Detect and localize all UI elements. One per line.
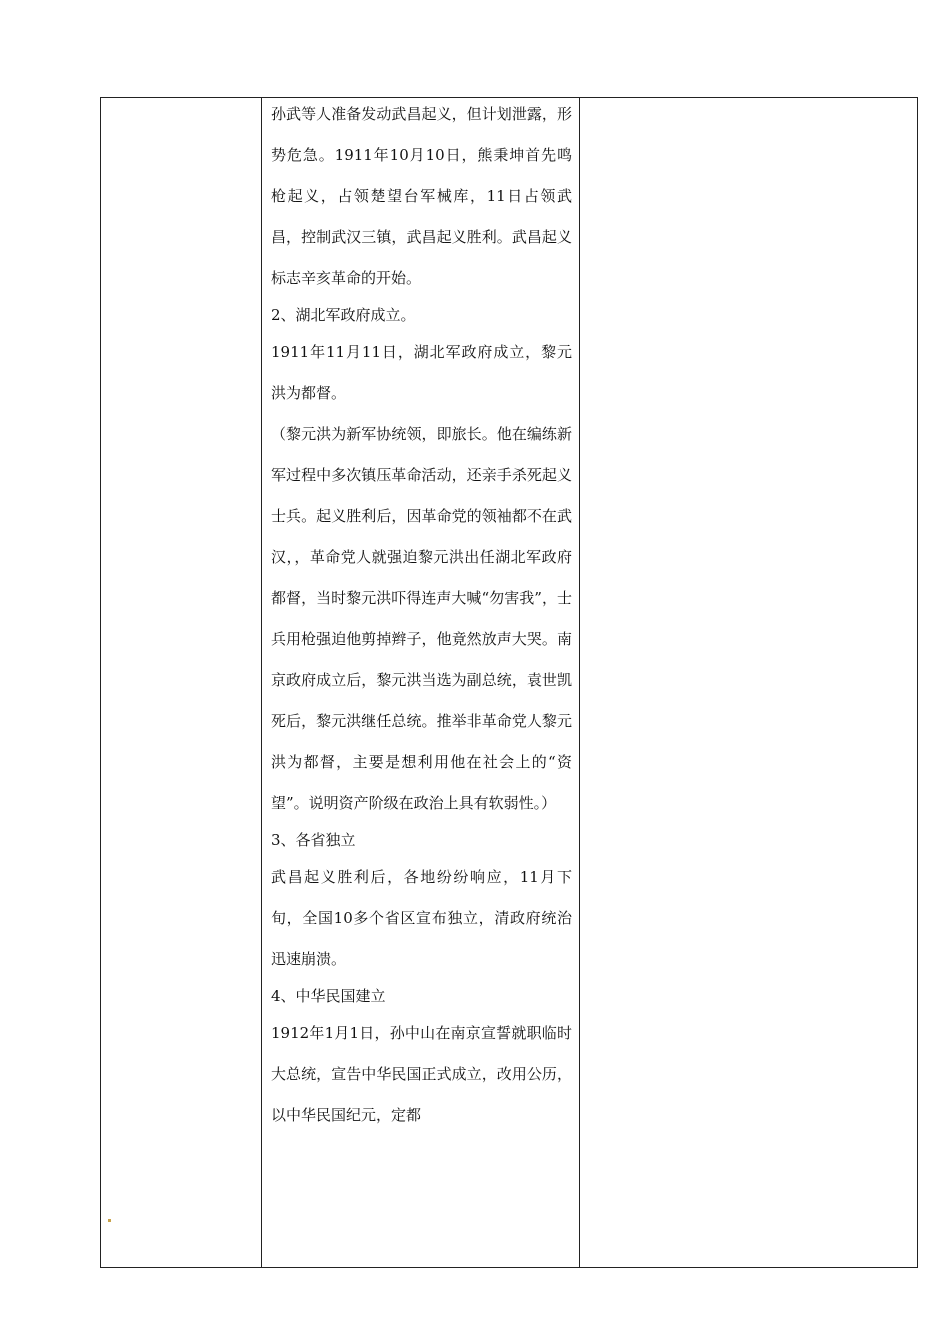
paragraph-wuchang-uprising: 孙武等人准备发动武昌起义，但计划泄露，形势危急。1911年10月10日，熊秉坤首先鸣枪起义，占领楚望台军械库，11日占领武昌，控制武汉三镇，武昌起义胜利。武昌起义标志辛亥革命的开始。 bbox=[271, 105, 572, 287]
right-column-cell bbox=[580, 98, 917, 1267]
left-column-cell bbox=[101, 98, 261, 1267]
paragraph-hubei-military-government: 1911年11月11日，湖北军政府成立，黎元洪为都督。 bbox=[271, 343, 572, 402]
paragraph-republic-founded: 1912年1月1日，孙中山在南京宣誓就职临时大总统，宣告中华民国正式成立，改用公历，以中华民国纪元，定都 bbox=[271, 1024, 572, 1124]
heading-republic-founded: 4、中华民国建立 bbox=[271, 987, 386, 1005]
middle-column-text bbox=[271, 94, 572, 1136]
stray-mark bbox=[108, 1219, 111, 1222]
heading-hubei-military-government: 2、湖北军政府成立。 bbox=[271, 306, 416, 324]
middle-column-cell bbox=[262, 98, 579, 1267]
paragraph-li-yuanhong-note: （黎元洪为新军协统领，即旅长。他在编练新军过程中多次镇压革命活动，还亲手杀死起义士兵。起义胜利后，因革命党的领袖都不在武汉，，革命党人就强迫黎元洪出任湖北军政府都督，当时黎元洪吓得连声大喊“勿害我”，士兵用枪强迫他剪掉辫子，他竟然放声大哭。南京政府成立后，黎元洪当选为副总统，袁世凯死后，黎元洪继任总统。推举非革命党人黎元洪为都督，主要是想利用他在社会上的“资望”。说明资产阶级在政治上具有软弱性。） bbox=[271, 425, 572, 812]
heading-provinces-independence: 3、各省独立 bbox=[271, 831, 356, 849]
paragraph-provinces-independence: 武昌起义胜利后，各地纷纷响应，11月下旬，全国10多个省区宣布独立，清政府统治迅速崩溃。 bbox=[271, 868, 572, 968]
lesson-table bbox=[100, 97, 918, 1268]
